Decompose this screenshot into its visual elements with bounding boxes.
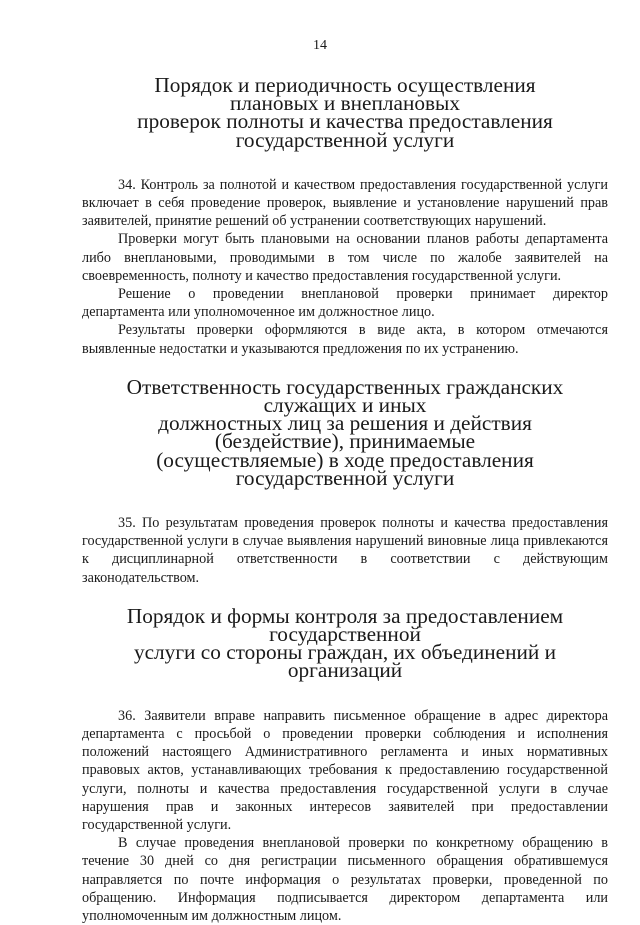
heading-line: государственной услуги [235, 127, 455, 152]
paragraph: В случае проведения внеплановой проверки по конкретному обращению в течение 30 дней со дня регистрации письменного обращения обратившемуся направляется по почте информация о результатах проверки, проведенной по обращению. Информация подписывается директором департамента или уполномоченным им должностным лицом. [82, 835, 608, 924]
paragraph: 34. Контроль за полнотой и качеством предоставления государственной услуги включает в себя проведение проверок, выявление и установление нарушений прав заявителей, принятие решений об устранении соответствующих нарушений. [82, 176, 608, 230]
section-heading [82, 374, 608, 490]
heading-line: услуги со стороны граждан, их объединений и организаций [133, 640, 557, 683]
section-citizen-control [82, 603, 608, 925]
paragraph: 35. По результатам проведения проверок полноты и качества предоставления государственной услуги в случае выявления нарушений виновные лица привлекаются к дисциплинарной ответственности в соответствии с действующим законодательством. [82, 515, 608, 586]
paragraph: Результаты проверки оформляются в виде акта, в котором отмечаются выявленные недостатки и указываются предложения по их устранению. [82, 322, 608, 357]
heading-line: Порядок и периодичность осуществления плановых и внеплановых [154, 73, 536, 116]
document-body [82, 73, 608, 925]
paragraph: Решение о проведении внеплановой проверки принимает директор департамента или уполномоченное им должностное лицо. [82, 286, 608, 321]
paragraph: Проверки могут быть плановыми на основании планов работы департамента либо внеплановыми, проводимыми в том числе по жалобе заявителей на своевременность, полноту и качество предоставления государственной услуги. [82, 231, 608, 284]
page-number: 14 [313, 38, 327, 53]
heading-line: проверок полноты и качества предоставления [137, 109, 553, 134]
paragraph: 36. Заявители вправе направить письменное обращение в адрес директора департамента с просьбой о проведении проверки соблюдения и исполнения положений настоящего Административного регламента и иных нормативных правовых актов, устанавливающих требования к предоставлению государственной услуги, полноты и качества предоставления государственной услуги в случае нарушения прав и законных интересов заявителей при предоставлении государственной услуги. [82, 707, 608, 833]
heading-line: (осуществляемые) в ходе предоставления государственной услуги [156, 447, 534, 490]
heading-line: Порядок и формы контроля за предоставлением государственной [126, 603, 564, 647]
heading-line: должностных лиц за решения и действия (бездействие), принимаемые [158, 411, 532, 454]
section-heading [82, 603, 608, 683]
section-responsibility [82, 374, 608, 587]
heading-line: Ответственность государственных гражданских служащих и иных [126, 374, 564, 418]
section-heading [82, 73, 608, 152]
section-control-checks [82, 73, 608, 358]
